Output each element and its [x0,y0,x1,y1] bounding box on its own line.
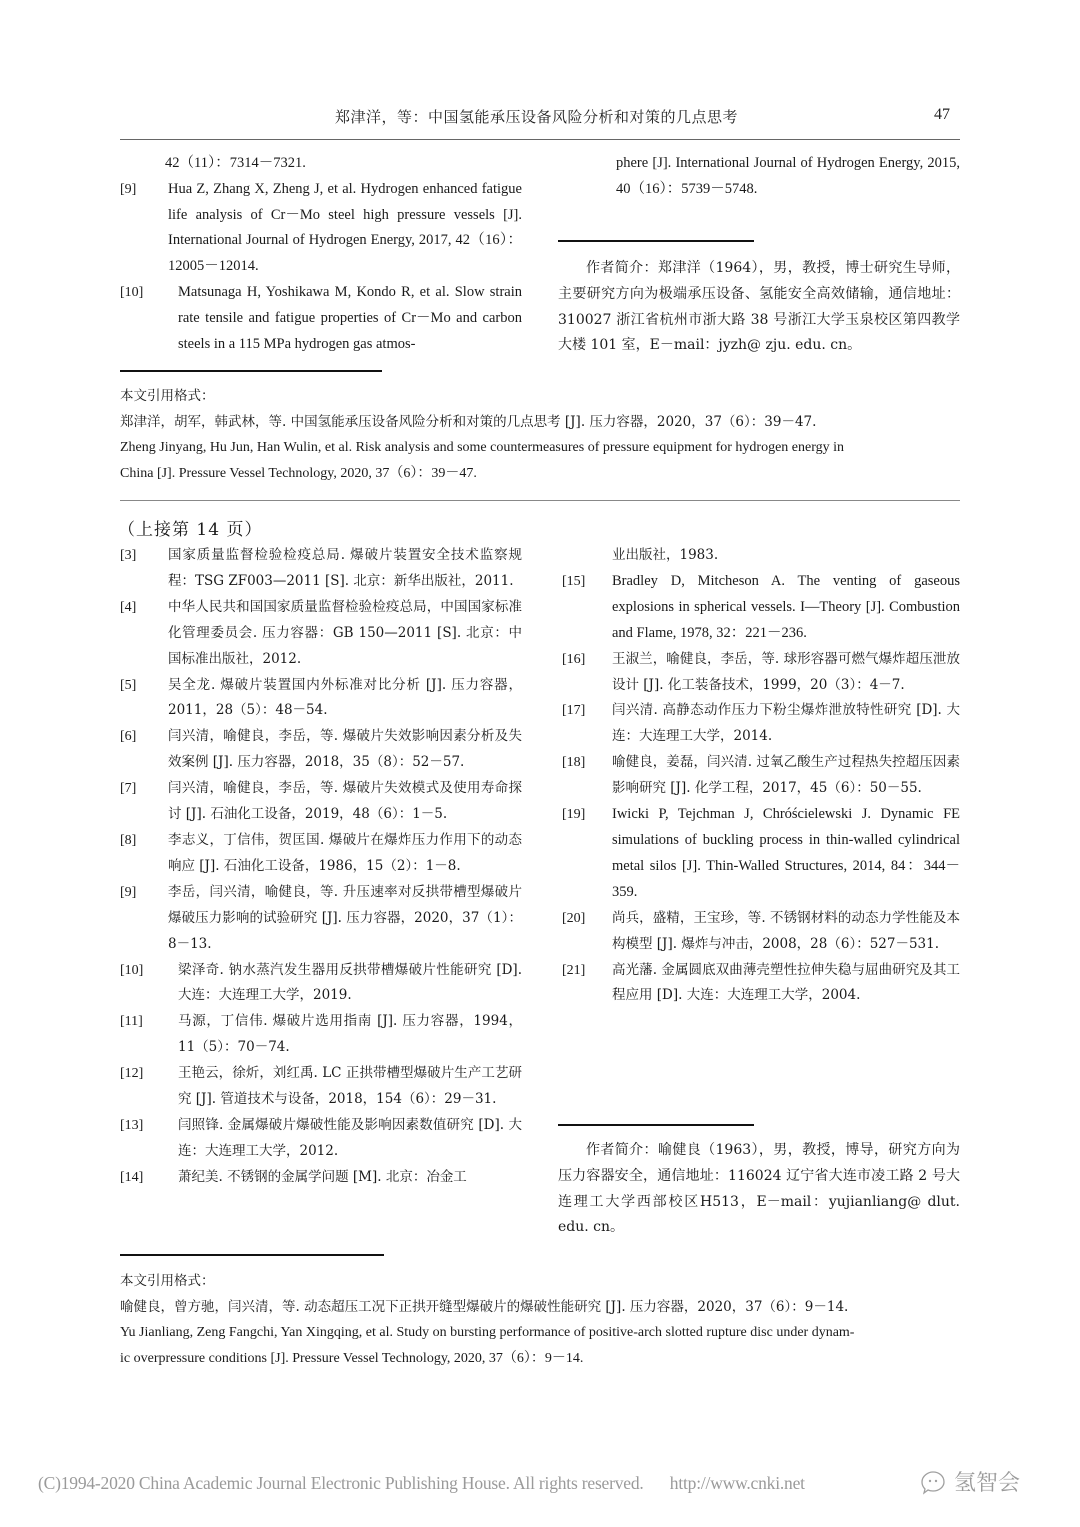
citation-label: 本文引用格式： [120,388,215,404]
reference-number: [5] [120,677,137,693]
reference-item [120,958,522,1010]
reference-text: 吴全龙. 爆破片装置国内外标准对比分析 [J]. 压力容器，2011，28（5）：48－54. [168,676,522,719]
reference-item [120,776,522,828]
running-head [120,104,960,130]
reference-item [120,1061,522,1113]
reference-text: 李志义，丁信伟，贺匡国. 爆破片在爆炸压力作用下的动态响应 [J]. 石油化工设备，1986，15（2）：1－8. [168,831,522,874]
reference-item [562,802,960,906]
reference-number: [10] [120,962,144,978]
reference-item [120,724,522,776]
article1-right-refs [560,151,960,203]
reference-item [120,1113,522,1165]
reference-number: [20] [562,910,586,926]
reference-number: [12] [120,1066,144,1082]
author-bio: 作者简介：喻健良（1963），男，教授，博导，研究方向为压力容器安全，通信地址：116024 辽宁省大连市凌工路 2 号大连理工大学西部校区H513，E－mail：yujianliang@ dlut. edu. cn。 [558,1142,960,1236]
reference-item [120,280,522,357]
continued-from-label: （上接第 14 页） [118,520,263,540]
reference-text: Iwicki P, Tejchman J, Chróścielewski J. Dynamic FE simulations of buckling process in thin-walled cylindrical metal silos [J]. Thin-Walled Structures, 2014, 84：344－359. [612,806,960,900]
reference-text: 闫兴清，喻健良，李岳，等. 爆破片失效模式及使用寿命探讨 [J]. 石油化工设备，2019，48（6）：1－5. [168,780,522,823]
reference-number: [13] [120,1117,144,1133]
citation-en-line1: Zheng Jinyang, Hu Jun, Han Wulin, et al. Risk analysis and some countermeasures of pressure equipment for hydrogen energy in [120,440,845,455]
citation-zh: 喻健良，曾方驰，闫兴清，等. 动态超压工况下正拱开缝型爆破片的爆破性能研究 [J]. 压力容器，2020，37（6）：9－14. [120,1299,849,1315]
reference-text: 萧纪美. 不锈钢的金属学问题 [M]. 北京：冶金工 [178,1168,467,1185]
bio-rule [558,240,754,242]
reference-text: 中华人民共和国国家质量监督检验检疫总局，中国国家标准化管理委员会. 压力容器：GB 150—2011 [S]. 北京：中国标准出版社，2012. [168,598,522,667]
reference-number: [16] [562,651,586,667]
wechat-icon [918,1468,948,1496]
reference-item [120,1009,522,1061]
reference-number: [6] [120,729,137,745]
reference-number: [15] [562,573,586,589]
reference-number: [17] [562,703,586,719]
cnki-link[interactable]: http://www.cnki.net [669,1473,805,1493]
author-bio: 作者简介：郑津洋（1964），男，教授，博士研究生导师，主要研究方向为极端承压设备、氢能安全高效储输，通信地址：310027 浙江省杭州市浙大路 38 号浙江大学玉泉校区第四教学大楼 101 室，E－mail：jyzh@ zju. edu. cn。 [558,260,960,354]
reference-text: Hua Z, Zhang X, Zheng J, et al. Hydrogen enhanced fatigue life analysis of Cr－Mo steel high pressure vessels [J]. International Journal of Hydrogen Energy, 2017, 42（16）：12005－12014. [168,180,522,275]
ref-continuation: phere [J]. International Journal of Hydrogen Energy, 2015, 40（16）：5739－5748. [616,155,960,197]
copyright-text: (C)1994-2020 China Academic Journal Electronic Publishing House. All rights reserved. [38,1473,644,1493]
reference-item [120,543,522,595]
reference-text: 国家质量监督检验检疫总局. 爆破片装置安全技术监察规程：TSG ZF003—2011 [S]. 北京：新华出版社，2011. [168,547,522,589]
footnote-rule [120,370,382,372]
reference-item [120,595,522,673]
citation-label: 本文引用格式： [120,1273,215,1289]
reference-text: 闫兴清. 高静态动作压力下粉尘爆炸泄放特性研究 [D]. 大连：大连理工大学，2014. [612,702,960,745]
reference-text: Bradley D, Mitcheson A. The venting of gaseous explosions in spherical vessels. I—Theory [J]. Combustion and Flame, 1978, 32：221－236. [612,572,960,641]
citation-en-line1: Yu Jianliang, Zeng Fangchi, Yan Xingqing, et al. Study on bursting performance of positive-arch slotted rupture disc under dynam- [120,1325,855,1340]
reference-text: 王淑兰，喻健良，李岳，等. 球形容器可燃气爆炸超压泄放设计 [J]. 化工装备技术，1999，20（3）：4－7. [612,650,960,693]
reference-item [120,177,522,280]
copyright-footer [38,1473,805,1494]
reference-number: [10] [120,284,144,300]
ref-continuation: 业出版社，1983. [612,547,719,563]
reference-text: Matsunaga H, Yoshikawa M, Kondo R, et al. Slow strain rate tensile and fatigue properties of Cr－Mo and carbon steels in a 115 MPa hydrogen gas atmos- [178,283,522,352]
reference-item [562,750,960,802]
reference-item [562,698,960,750]
article1-left-refs [120,151,522,357]
page-number: 47 [934,106,950,123]
reference-item [120,880,522,958]
citation-block [120,383,960,487]
bio-rule [558,1124,754,1126]
citation-block [120,1268,960,1372]
reference-number: [8] [120,832,137,848]
footnote-rule [120,1254,384,1256]
reference-text: 梁泽奇. 钠水蒸汽发生器用反拱带槽爆破片性能研究 [D]. 大连：大连理工大学，2019. [178,961,522,1004]
reference-item [562,906,960,958]
reference-number: [4] [120,599,137,615]
reference-item [120,673,522,725]
reference-number: [18] [562,755,586,771]
reference-item [562,958,960,1010]
citation-zh: 郑津洋，胡军，韩武林，等. 中国氢能承压设备风险分析和对策的几点思考 [J]. 压力容器，2020，37（6）：39－47. [120,414,817,430]
reference-number: [14] [120,1169,144,1185]
reference-text: 李岳，闫兴清，喻健良，等. 升压速率对反拱带槽型爆破片爆破压力影响的试验研究 [J]. 压力容器，2020，37（1）：8－13. [168,883,522,952]
reference-item [120,828,522,880]
reference-text: 马源，丁信伟. 爆破片选用指南 [J]. 压力容器，1994，11（5）：70－74. [178,1013,522,1056]
article2-left-refs [120,543,522,1191]
section-divider [120,500,960,501]
citation-en-line2: China [J]. Pressure Vessel Technology, 2020, 37（6）：39－47. [120,466,477,481]
reference-number: [9] [120,181,137,197]
reference-text: 闫照锋. 金属爆破片爆破性能及影响因素数值研究 [D]. 大连：大连理工大学，2012. [178,1116,522,1159]
running-title: 郑津洋，等：中国氢能承压设备风险分析和对策的几点思考 [335,108,739,126]
article2-right-refs [562,543,960,1009]
header-rule [120,139,960,140]
reference-text: 高光藩. 金属圆底双曲薄壳塑性拉伸失稳与屈曲研究及其工程应用 [D]. 大连：大连理工大学，2004. [612,961,960,1004]
reference-number: [7] [120,781,137,797]
reference-item [562,647,960,699]
reference-number: [9] [120,884,137,900]
ref-continuation: 42（11）：7314－7321. [165,155,306,171]
citation-en-line2: ic overpressure conditions [J]. Pressure Vessel Technology, 2020, 37（6）：9－14. [120,1351,584,1366]
reference-text: 尚兵，盛精，王宝珍，等. 不锈钢材料的动态力学性能及本构模型 [J]. 爆炸与冲击，2008，28（6）：527－531. [612,909,960,952]
reference-number: [21] [562,962,586,978]
reference-number: [3] [120,548,137,563]
reference-text: 闫兴清，喻健良，李岳，等. 爆破片失效影响因素分析及失效案例 [J]. 压力容器，2018，35（8）：52－57. [168,728,522,771]
watermark-text: 氢智会 [954,1471,1021,1496]
reference-number: [11] [120,1014,143,1030]
reference-number: [19] [562,807,586,823]
reference-item [562,569,960,647]
reference-text: 王艳云，徐炘，刘红禹. LC 正拱带槽型爆破片生产工艺研究 [J]. 管道技术与设备，2018，154（6）：29－31. [178,1065,522,1108]
reference-text: 喻健良，姜磊，闫兴清. 过氧乙酸生产过程热失控超压因素影响研究 [J]. 化学工程，2017，45（6）：50－55. [612,754,960,797]
watermark [918,1466,1020,1497]
reference-item [120,1165,522,1191]
